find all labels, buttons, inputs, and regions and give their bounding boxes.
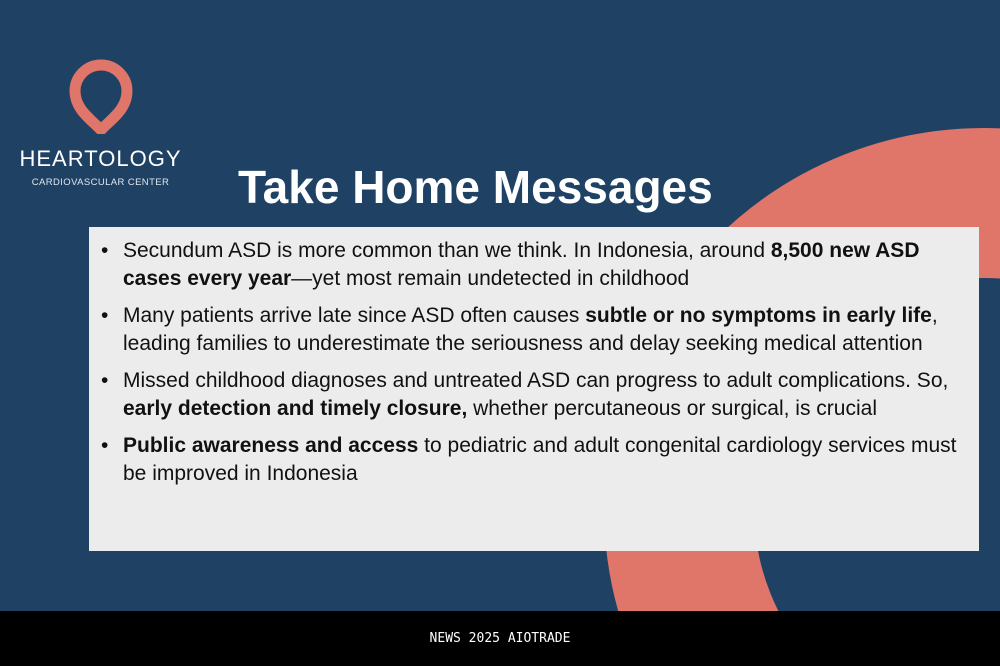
bullet-dot: • [101,304,109,327]
bullet-item [101,302,961,357]
location-pin-icon [67,58,135,134]
bullet-item [101,432,961,487]
bullet-text: to pediatric and adult congenital cardiology services must be improved in Indonesia [123,434,957,485]
bullet-text: Missed childhood diagnoses and untreated ASD can progress to adult complications. So, [123,369,949,392]
bullet-list [101,237,961,487]
bullet-bold-text: 8,500 new ASD cases every year [123,239,920,290]
bullet-dot: • [101,369,109,392]
slide-title: Take Home Messages [238,161,713,213]
content-box [89,227,979,551]
bullet-item [101,237,961,292]
logo-name: HEARTOLOGY [19,146,182,171]
bullet-dot: • [101,239,109,262]
news-caption-bar [0,611,1000,666]
bullet-text: , leading families to underestimate the seriousness and delay seeking medical attention [123,304,938,355]
bullet-text: whether percutaneous or surgical, is crucial [467,396,877,420]
logo-subtitle: CARDIOVASCULAR CENTER [31,177,170,188]
news-caption-text: NEWS 2025 AIOTRADE [429,631,571,646]
bullet-item [101,367,961,422]
bullet-text: —yet most remain undetected in childhood [291,266,690,290]
bullet-text: Many patients arrive late since ASD often causes [123,304,586,327]
bullet-bold-text: Public awareness and access [123,434,419,457]
bullet-bold-text: subtle or no symptoms in early life [585,304,932,327]
bullet-text: Secundum ASD is more common than we think. In Indonesia, around [123,239,771,262]
bullet-bold-text: early detection and timely closure, [123,396,468,420]
bullet-dot: • [101,434,109,457]
